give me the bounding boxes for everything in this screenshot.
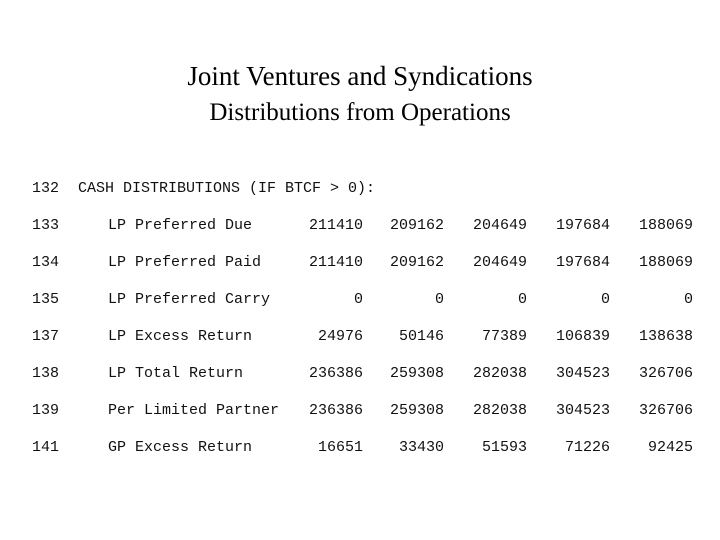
value-col-2: 259308 bbox=[389, 402, 444, 419]
value-col-3: 282038 bbox=[472, 402, 527, 419]
value-col-5: 92425 bbox=[647, 439, 693, 456]
value-col-3: 204649 bbox=[472, 254, 527, 271]
value-col-1: 24976 bbox=[317, 328, 363, 345]
value-col-3: 204649 bbox=[472, 217, 527, 234]
listing-row bbox=[0, 216, 720, 236]
line-number: 139 bbox=[32, 402, 60, 419]
listing-header-row bbox=[0, 179, 720, 199]
value-col-4: 197684 bbox=[555, 254, 610, 271]
slide-title: Joint Ventures and Syndications bbox=[187, 61, 533, 91]
value-col-1: 16651 bbox=[317, 439, 363, 456]
listing-row bbox=[0, 364, 720, 384]
value-col-5: 138638 bbox=[638, 328, 693, 345]
value-col-3: 51593 bbox=[481, 439, 527, 456]
section-heading: CASH DISTRIBUTIONS (IF BTCF > 0): bbox=[78, 180, 376, 197]
value-col-4: 106839 bbox=[555, 328, 610, 345]
value-col-2: 209162 bbox=[389, 254, 444, 271]
value-col-5: 0 bbox=[683, 291, 693, 308]
value-col-5: 188069 bbox=[638, 217, 693, 234]
value-col-5: 188069 bbox=[638, 254, 693, 271]
listing-row bbox=[0, 290, 720, 310]
value-col-2: 259308 bbox=[389, 365, 444, 382]
value-col-5: 326706 bbox=[638, 365, 693, 382]
row-label: LP Preferred Due bbox=[108, 217, 253, 234]
value-col-1: 211410 bbox=[308, 217, 363, 234]
value-col-3: 77389 bbox=[481, 328, 527, 345]
row-label: GP Excess Return bbox=[108, 439, 253, 456]
line-number: 135 bbox=[32, 291, 60, 308]
listing-row bbox=[0, 438, 720, 458]
line-number: 132 bbox=[32, 180, 60, 197]
row-label: Per Limited Partner bbox=[108, 402, 280, 419]
listing-row bbox=[0, 401, 720, 421]
value-col-1: 236386 bbox=[308, 402, 363, 419]
listing-row bbox=[0, 327, 720, 347]
line-number: 137 bbox=[32, 328, 60, 345]
slide-subtitle: Distributions from Operations bbox=[209, 99, 511, 126]
value-col-1: 211410 bbox=[308, 254, 363, 271]
line-number: 134 bbox=[32, 254, 60, 271]
line-number: 141 bbox=[32, 439, 60, 456]
value-col-2: 0 bbox=[434, 291, 444, 308]
listing-row bbox=[0, 253, 720, 273]
value-col-4: 0 bbox=[600, 291, 610, 308]
value-col-2: 50146 bbox=[398, 328, 444, 345]
row-label: LP Preferred Paid bbox=[108, 254, 262, 271]
value-col-3: 0 bbox=[517, 291, 527, 308]
value-col-2: 209162 bbox=[389, 217, 444, 234]
row-label: LP Preferred Carry bbox=[108, 291, 271, 308]
value-col-4: 304523 bbox=[555, 402, 610, 419]
value-col-4: 197684 bbox=[555, 217, 610, 234]
line-number: 138 bbox=[32, 365, 60, 382]
row-label: LP Total Return bbox=[108, 365, 244, 382]
value-col-1: 236386 bbox=[308, 365, 363, 382]
value-col-3: 282038 bbox=[472, 365, 527, 382]
value-col-1: 0 bbox=[353, 291, 363, 308]
value-col-5: 326706 bbox=[638, 402, 693, 419]
value-col-4: 71226 bbox=[564, 439, 610, 456]
line-number: 133 bbox=[32, 217, 60, 234]
value-col-2: 33430 bbox=[398, 439, 444, 456]
row-label: LP Excess Return bbox=[108, 328, 253, 345]
value-col-4: 304523 bbox=[555, 365, 610, 382]
